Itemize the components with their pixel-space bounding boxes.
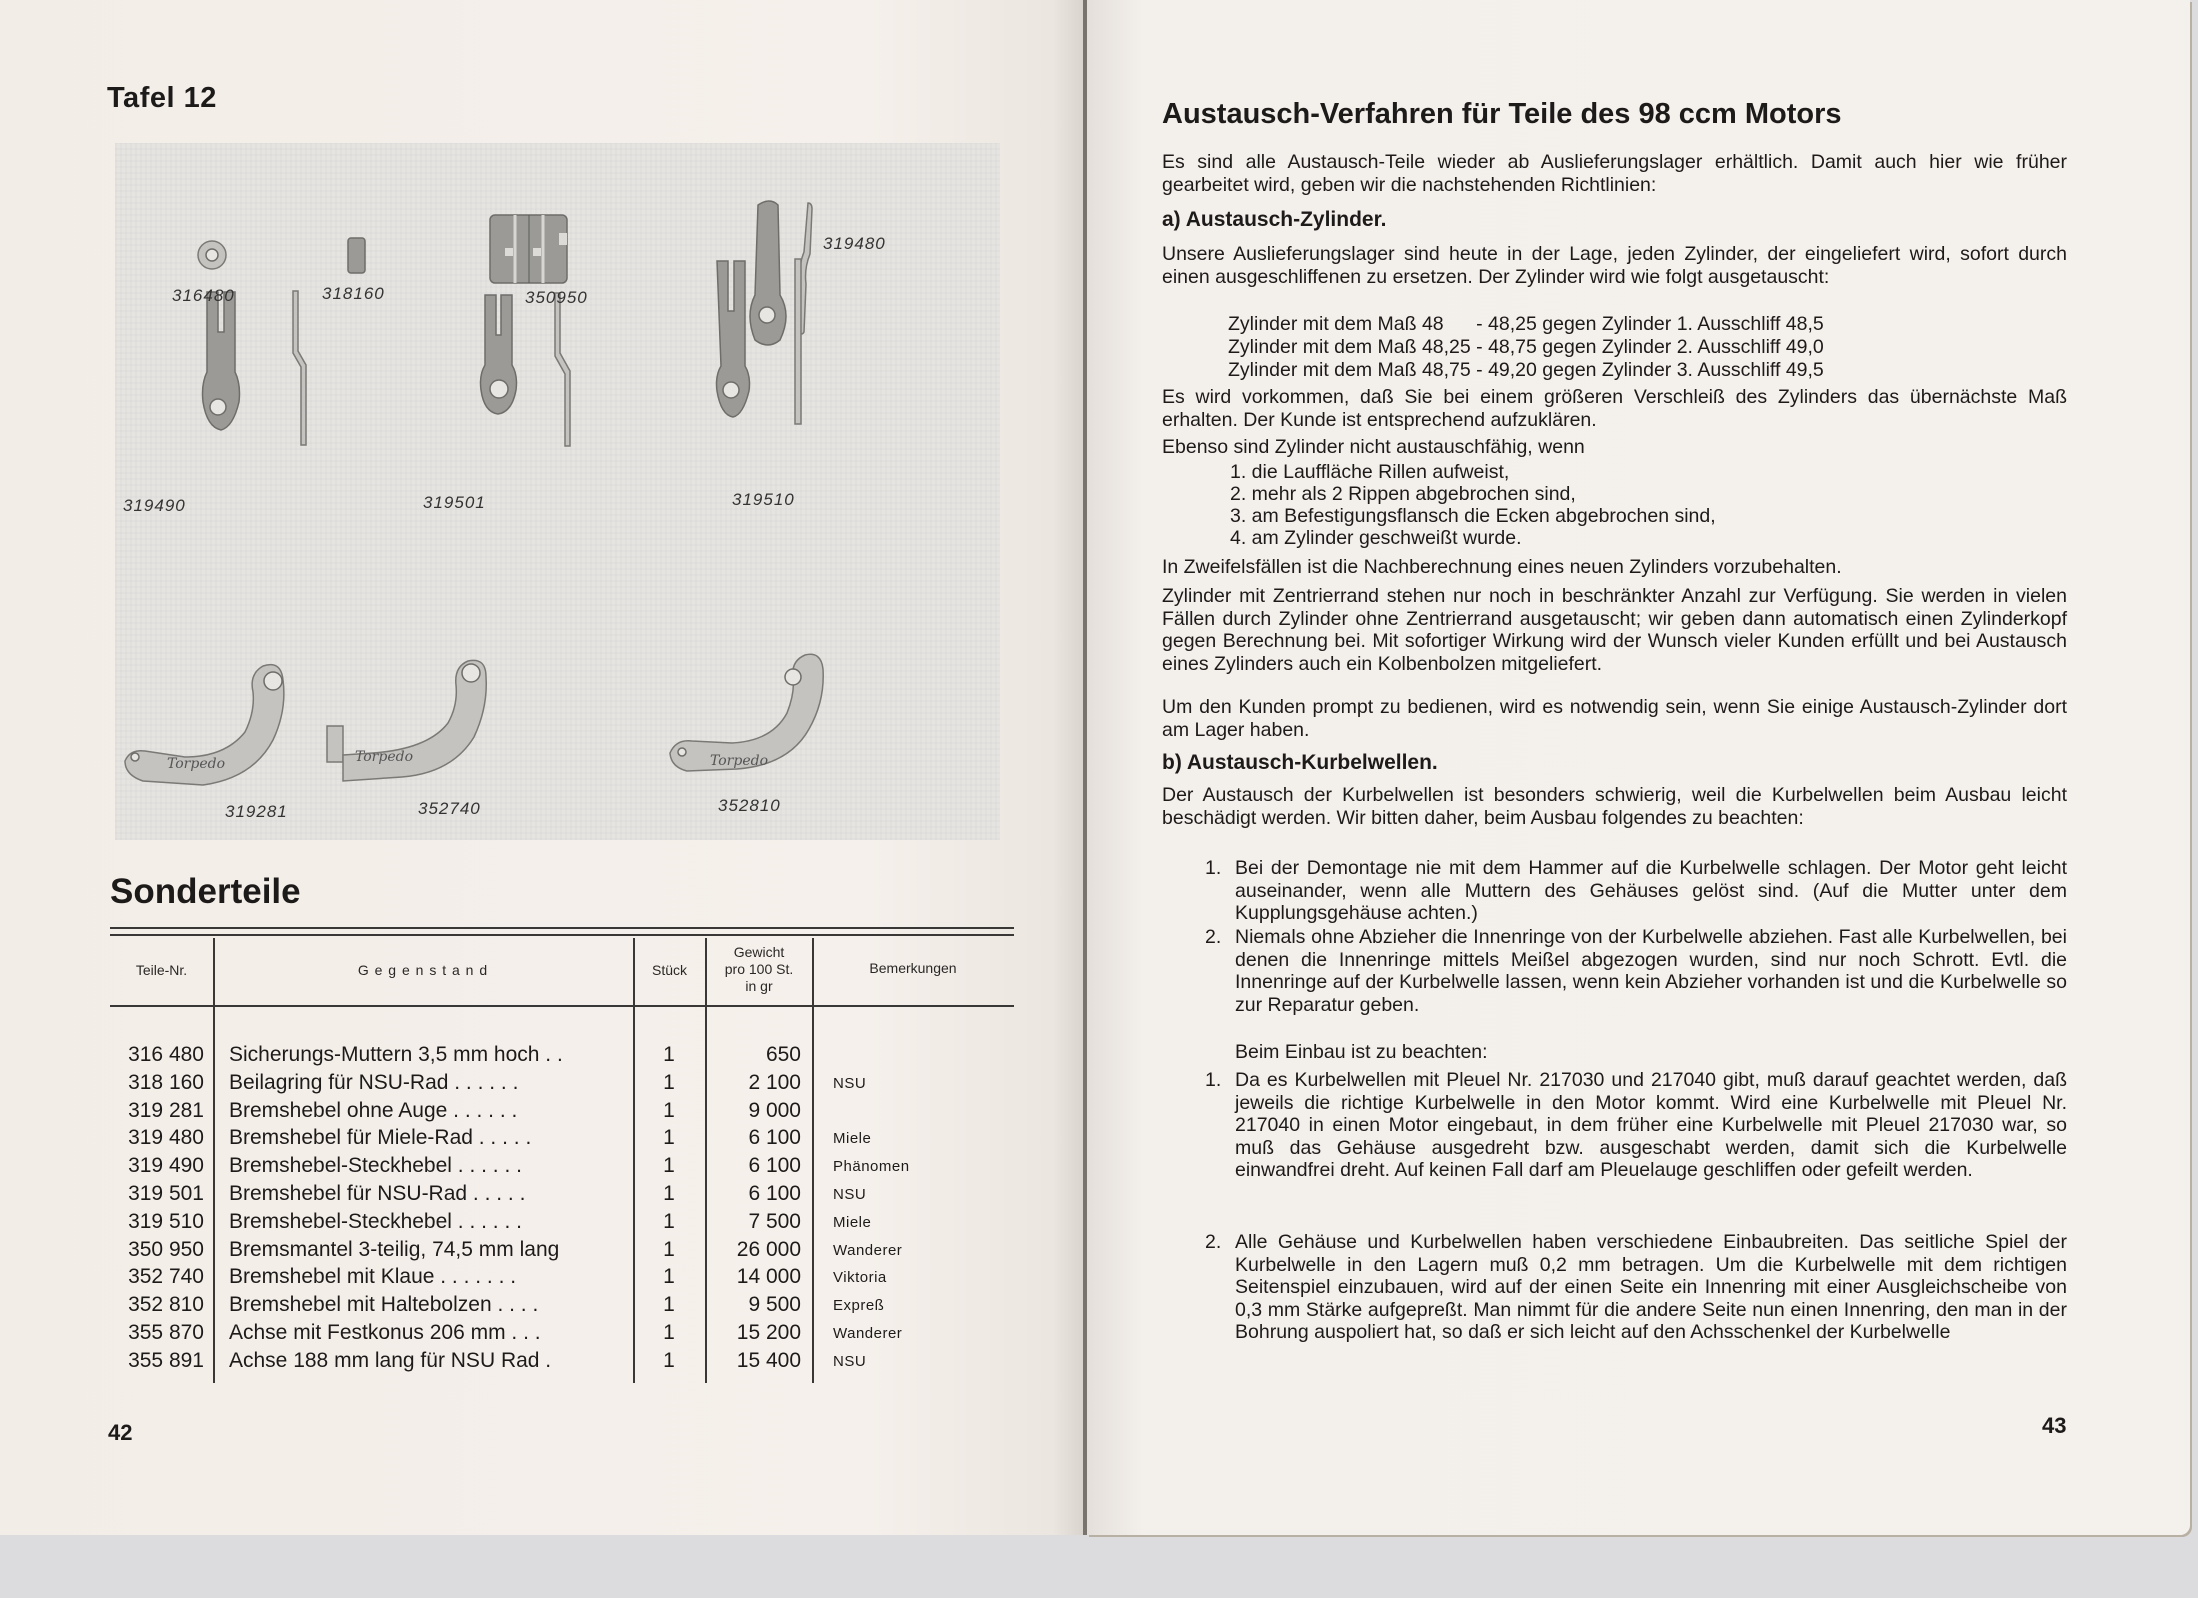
quantity-cell: 1 — [663, 1098, 675, 1122]
part-label-319501: 319501 — [423, 493, 486, 512]
section-a-paragraph-4: In Zweifelsfällen ist die Nachberechnung eines neuen Zylinders vorzubehalten. — [1162, 556, 1842, 578]
quantity-cell: 1 — [663, 1293, 675, 1317]
install-item-number: 2. — [1205, 1231, 1222, 1253]
remark-cell: Expreß — [833, 1297, 885, 1315]
part-number-cell: 316 480 — [128, 1043, 204, 1066]
part-number-cell: 352 740 — [128, 1265, 204, 1289]
weight-cell: 15 400 — [736, 1348, 801, 1372]
header-part-no: Teile-Nr. — [135, 962, 188, 978]
object-cell: Bremshebel mit Klaue . . . . . . . — [229, 1265, 517, 1289]
install-item-number: 1. — [1205, 1069, 1222, 1091]
remark-cell: Viktoria — [833, 1269, 887, 1287]
svg-text:Torpedo: Torpedo — [167, 756, 226, 772]
table-row — [0, 1182, 1085, 1210]
page-number: 43 — [2042, 1413, 2067, 1438]
remark-cell: NSU — [833, 1074, 867, 1092]
remark-cell: Wanderer — [833, 1241, 903, 1259]
install-heading: Beim Einbau ist zu beachten: — [1235, 1041, 1488, 1063]
table-top-rule-2 — [110, 934, 1014, 936]
part-label-319281: 319281 — [225, 802, 288, 821]
weight-cell: 6 100 — [748, 1154, 801, 1178]
part-352810-image — [670, 654, 823, 771]
table-row — [0, 1293, 1085, 1321]
weight-cell: 2 100 — [748, 1070, 801, 1094]
quantity-cell: 1 — [663, 1182, 675, 1205]
part-number-cell: 319 281 — [128, 1098, 204, 1122]
section-b-paragraph-1: Der Austausch der Kurbelwellen ist besonders schwierig, weil die Kurbelwellen beim Ausbau leicht beschädigt werden. Wir bitten daher, beim Ausbau folgendes zu beachten: — [1162, 784, 2067, 829]
weight-cell: 7 500 — [748, 1209, 801, 1233]
plate-title: Tafel 12 — [107, 82, 217, 114]
size-line: Zylinder mit dem Maß 48,75 - 49,20 gegen Zylinder 3. Ausschliff 49,5 — [1228, 359, 1824, 381]
object-cell: Achse 188 mm lang für NSU Rad . — [229, 1348, 552, 1372]
quantity-cell: 1 — [663, 1209, 675, 1233]
part-label-319490: 319490 — [123, 496, 186, 515]
condition-item: 4. am Zylinder geschweißt wurde. — [1230, 527, 1522, 549]
header-weight-line2: pro 100 St. — [724, 961, 794, 977]
svg-text:Torpedo: Torpedo — [710, 753, 769, 769]
remark-cell: Wanderer — [833, 1325, 903, 1342]
weight-cell: 15 200 — [736, 1321, 801, 1344]
quantity-cell: 1 — [663, 1237, 675, 1261]
page-number: 42 — [108, 1420, 133, 1445]
table-row — [0, 1043, 1085, 1071]
part-319501-image — [481, 293, 571, 446]
removal-item-text: Niemals ohne Abzieher die Innenringe von der Kurbelwelle abziehen. Fast alle Kurbelwellen, bei denen die Innenringe mittels Meißel abgezogen wurden, sind nur noch Schrott. Evtl. die Innenringe auf der Kurbelwelle lassen, wenn kein Abzieher vorhanden ist und die Kurbelwelle so zur Reparatur geben. — [1235, 926, 2067, 1016]
table-row — [0, 1210, 1085, 1238]
condition-item: 2. mehr als 2 Rippen abgebrochen sind, — [1230, 483, 1576, 505]
part-label-318160: 318160 — [322, 284, 385, 303]
part-316480-image — [198, 241, 226, 269]
object-cell: Beilagring für NSU-Rad . . . . . . — [229, 1070, 519, 1094]
part-label-352740: 352740 — [418, 799, 481, 818]
table-header-rule — [110, 1005, 1014, 1007]
table-top-rule — [110, 927, 1014, 929]
remark-cell: NSU — [833, 1352, 867, 1370]
section-title-sonderteile: Sonderteile — [110, 872, 301, 911]
part-label-316480: 316480 — [172, 286, 235, 305]
condition-item: 3. am Befestigungsflansch die Ecken abgebrochen sind, — [1230, 505, 1716, 527]
left-page — [0, 0, 1085, 1535]
object-cell: Bremshebel-Steckhebel . . . . . . — [229, 1209, 522, 1233]
weight-cell: 14 000 — [736, 1265, 801, 1289]
part-318160-image — [348, 238, 365, 273]
part-number-cell: 319 490 — [128, 1154, 204, 1178]
part-label-319510: 319510 — [732, 490, 795, 509]
part-number-cell: 319 510 — [128, 1209, 204, 1233]
object-cell: Bremshebel-Steckhebel . . . . . . — [229, 1154, 522, 1178]
object-cell: Bremshebel für NSU-Rad . . . . . — [229, 1182, 526, 1205]
part-number-cell: 318 160 — [128, 1070, 204, 1094]
size-line: Zylinder mit dem Maß 48,25 - 48,75 gegen Zylinder 2. Ausschliff 49,0 — [1228, 336, 1824, 358]
page-title: Austausch-Verfahren für Teile des 98 ccm Motors — [1162, 98, 1842, 130]
table-row — [0, 1349, 1085, 1377]
weight-cell: 26 000 — [736, 1237, 801, 1261]
object-cell: Bremshebel ohne Auge . . . . . . — [229, 1098, 518, 1122]
table-row — [0, 1238, 1085, 1266]
remark-cell: Phänomen — [833, 1158, 910, 1176]
table-row — [0, 1154, 1085, 1182]
part-319480-image — [750, 201, 812, 345]
condition-item: 1. die Lauffläche Rillen aufweist, — [1230, 461, 1510, 483]
object-cell: Bremshebel für Miele-Rad . . . . . — [229, 1126, 532, 1150]
install-item-text: Alle Gehäuse und Kurbelwellen haben verschiedene Einbaubreiten. Das seitliche Spiel der Kurbelwelle in den Lagern muß 0,2 mm betragen. Um die Kurbelwelle mit dem richtigen Seitenspiel einzubauen, wird auf der einen Seite ein Innenring mit einer Ausgleichscheibe von 0,3 mm Stärke aufgepreßt. Man nimmt für die andere Seite nun einen Innenring, den man in der Bohrung auspoliert hat, so daß er sich leicht auf den Achsschenkel der Kurbelwelle — [1235, 1231, 2067, 1343]
quantity-cell: 1 — [663, 1126, 675, 1150]
object-cell: Bremshebel mit Haltebolzen . . . . — [229, 1293, 539, 1317]
object-cell: Bremsmantel 3-teilig, 74,5 mm lang — [229, 1237, 560, 1261]
section-a-paragraph-3: Ebenso sind Zylinder nicht austauschfähig, wenn — [1162, 436, 1585, 458]
removal-item-text: Bei der Demontage nie mit dem Hammer auf die Kurbelwelle schlagen. Der Motor geht leicht auseinander, wenn alle Muttern des Gehäuses gelöst sind. (Auf die Mutter unter dem Kupplungsgehäuse achten.) — [1235, 857, 2067, 924]
weight-cell: 9 000 — [748, 1098, 801, 1122]
table-row — [0, 1071, 1085, 1099]
section-b-heading: b) Austausch-Kurbelwellen. — [1162, 751, 1438, 774]
size-line: Zylinder mit dem Maß 48 - 48,25 gegen Zylinder 1. Ausschliff 48,5 — [1228, 313, 1824, 335]
header-weight-line1: Gewicht — [733, 944, 785, 960]
part-number-cell: 319 501 — [128, 1182, 204, 1205]
remark-cell: Miele — [833, 1130, 872, 1148]
quantity-cell: 1 — [663, 1348, 675, 1372]
remark-cell: Miele — [833, 1213, 872, 1231]
part-352740-image — [327, 660, 486, 781]
part-number-cell: 319 480 — [128, 1126, 204, 1150]
quantity-cell: 1 — [663, 1070, 675, 1094]
part-350950-image — [490, 215, 567, 283]
quantity-cell: 1 — [663, 1265, 675, 1289]
install-item-text: Da es Kurbelwellen mit Pleuel Nr. 217030 und 217040 gibt, muß darauf geachtet werden, daß jeweils die richtige Kurbelwelle in den Motor kommt. Wird eine Kurbelwelle mit Pleuel Nr. 217040 in einen Motor eingebaut, in dem früher eine Kurbelwelle mit Pleuel 217030 war, so muß das Gehäuse ausgedreht bzw. ausgeschabt werden, damit sich die Kurbelwelle einwandfrei dreht. Auf keinen Fall darf am Pleuelauge geschliffen oder gefeilt werden. — [1235, 1069, 2067, 1181]
removal-item-number: 2. — [1205, 926, 1222, 948]
table-row — [0, 1126, 1085, 1154]
part-319490-image — [203, 291, 307, 445]
part-number-cell: 355 870 — [128, 1321, 204, 1344]
section-a-paragraph-5: Zylinder mit Zentrierrand stehen nur noch in beschränkter Anzahl zur Verfügung. Sie werden in vielen Fällen durch Zylinder ohne Zentrierrand ausgetauscht; wir geben dann automatisch einen Zylinderkopf gegen Berechnung bei. Mit sofortiger Wirkung wird der Wunsch vieler Kunden erfüllt und bei Austausch eines Zylinders auch ein Kolbenbolzen mitgeliefert. — [1162, 585, 2067, 675]
quantity-cell: 1 — [663, 1154, 675, 1178]
section-a-heading: a) Austausch-Zylinder. — [1162, 208, 1387, 231]
part-319281-image — [125, 665, 284, 785]
header-weight-line3: in gr — [745, 978, 773, 994]
table-row — [0, 1265, 1085, 1293]
object-cell: Sicherungs-Muttern 3,5 mm hoch . . — [229, 1043, 563, 1066]
header-qty: Stück — [651, 962, 687, 978]
part-label-319480: 319480 — [823, 234, 886, 253]
quantity-cell: 1 — [663, 1043, 675, 1066]
object-cell: Achse mit Festkonus 206 mm . . . — [229, 1321, 541, 1344]
removal-item-number: 1. — [1205, 857, 1222, 879]
weight-cell: 650 — [765, 1043, 801, 1066]
part-number-cell: 352 810 — [128, 1293, 204, 1317]
table-row — [0, 1321, 1085, 1349]
parts-photo — [115, 143, 1000, 840]
table-row — [0, 1099, 1085, 1127]
part-number-cell: 355 891 — [128, 1348, 204, 1372]
section-a-paragraph-1: Unsere Auslieferungslager sind heute in der Lage, jeden Zylinder, der eingeliefert wird, sofort durch einen ausgeschliffenen zu ersetzen. Der Zylinder wird wie folgt ausgetauscht: — [1162, 243, 2067, 288]
part-number-cell: 350 950 — [128, 1237, 204, 1261]
weight-cell: 6 100 — [748, 1182, 801, 1205]
header-remarks: Bemerkungen — [869, 960, 957, 976]
part-label-352810: 352810 — [718, 796, 781, 815]
weight-cell: 6 100 — [748, 1126, 801, 1150]
section-a-paragraph-2: Es wird vorkommen, daß Sie bei einem größeren Verschleiß des Zylinders das übernächste Maß erhalten. Der Kunde ist entsprechend aufzuklären. — [1162, 386, 2067, 431]
svg-text:Torpedo: Torpedo — [355, 749, 414, 765]
remark-cell: NSU — [833, 1186, 867, 1203]
header-object: G e g e n s t a n d — [357, 962, 489, 978]
section-a-paragraph-6: Um den Kunden prompt zu bedienen, wird es notwendig sein, wenn Sie einige Austausch-Zylinder dort am Lager haben. — [1162, 696, 2067, 741]
intro-paragraph: Es sind alle Austausch-Teile wieder ab Auslieferungslager erhältlich. Damit auch hier wie früher gearbeitet wird, geben wir die nachstehenden Richtlinien: — [1162, 151, 2067, 196]
quantity-cell: 1 — [663, 1321, 675, 1344]
weight-cell: 9 500 — [748, 1293, 801, 1317]
part-label-350950: 350950 — [525, 288, 588, 307]
